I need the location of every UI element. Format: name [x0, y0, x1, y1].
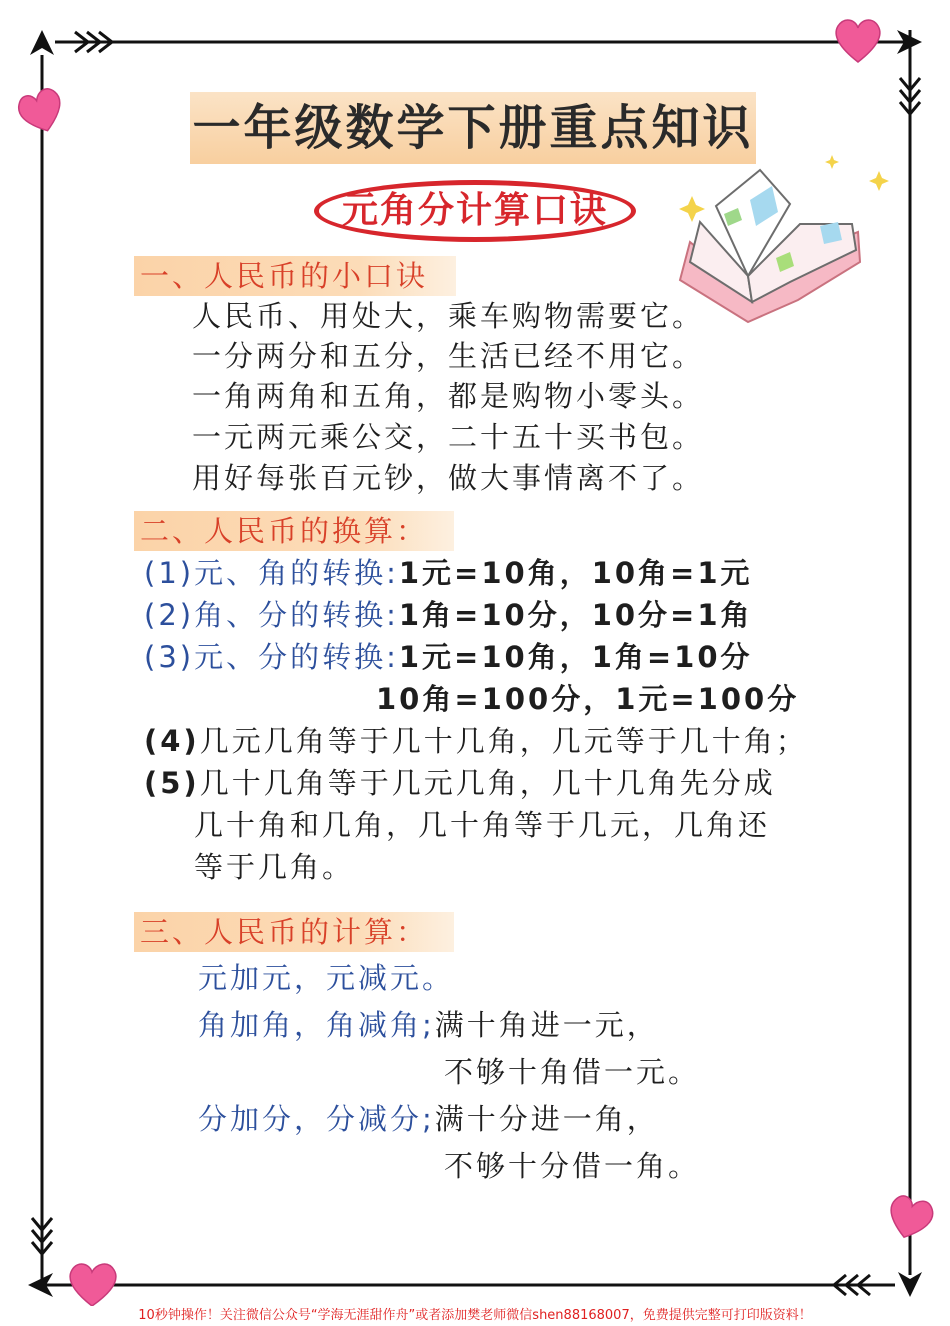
conversion-text: 1元=10角，10角=1元: [398, 556, 753, 590]
conversion-label: (5): [144, 766, 200, 800]
open-book-icon: [679, 155, 889, 322]
conversion-label: (1)元、角的转换:: [144, 556, 399, 590]
conversion-text: 几十几角等于几元几角，几十几角先分成: [199, 766, 776, 800]
conversion-label: (2)角、分的转换:: [144, 598, 399, 632]
calc-label: 角加角，角减角;: [198, 1008, 435, 1042]
page-subtitle: 元角分计算口诀: [341, 190, 608, 231]
conversion-text: 几元几角等于几十几角，几元等于几十角；: [199, 724, 808, 758]
footer-note: 10秒钟操作！关注微信公众号“学海无涯甜作舟”或者添加樊老师微信shen88168007，免费提供完整可打印版资料！: [138, 1308, 812, 1323]
calc-text: 不够十角借一元。: [444, 1055, 701, 1089]
conversion-label: (3)元、分的转换:: [144, 640, 399, 674]
rhyme-line: 用好每张百元钞，做大事情离不了。: [192, 461, 705, 495]
rhyme-line: 一分两分和五分，生活已经不用它。: [192, 339, 705, 373]
conversion-item: [144, 721, 808, 761]
conversion-item: [144, 763, 776, 803]
section-heading-2: 二、人民币的换算：: [134, 511, 454, 551]
calc-item: [198, 1005, 659, 1045]
arrow-down-icon: [898, 1272, 922, 1297]
conversion-text: 10角=100分，1元=100分: [376, 682, 800, 716]
calc-text: 满十分进一角，: [434, 1102, 659, 1136]
conversion-text: 几十角和几角，几十角等于几元，几角还: [194, 808, 771, 842]
conversion-text: 1角=10分，10分=1角: [398, 598, 753, 632]
section-heading-1: 一、人民币的小口诀: [134, 256, 456, 296]
conversion-label: (4): [144, 724, 200, 758]
arrow-up-icon: [30, 30, 54, 55]
rhyme-line: 一元两元乘公交，二十五十买书包。: [192, 420, 705, 454]
conversion-item: [144, 637, 753, 677]
calc-rule: 元加元，元减元。: [198, 961, 455, 995]
section-heading-3: 三、人民币的计算：: [134, 912, 454, 952]
calc-item: [198, 1099, 659, 1139]
conversion-item: [144, 595, 753, 635]
calc-text: 满十角进一元，: [434, 1008, 659, 1042]
calc-text: 不够十分借一角。: [444, 1149, 701, 1183]
calc-label: 分加分，分减分;: [198, 1102, 435, 1136]
conversion-item: [144, 553, 753, 593]
page-title: 一年级数学下册重点知识: [192, 100, 754, 156]
conversion-text: 等于几角。: [194, 850, 355, 884]
rhyme-line: 一角两角和五角，都是购物小零头。: [192, 379, 705, 413]
rhyme-line: 人民币、用处大，乘车购物需要它。: [192, 299, 705, 333]
conversion-text: 1元=10角，1角=10分: [398, 640, 753, 674]
